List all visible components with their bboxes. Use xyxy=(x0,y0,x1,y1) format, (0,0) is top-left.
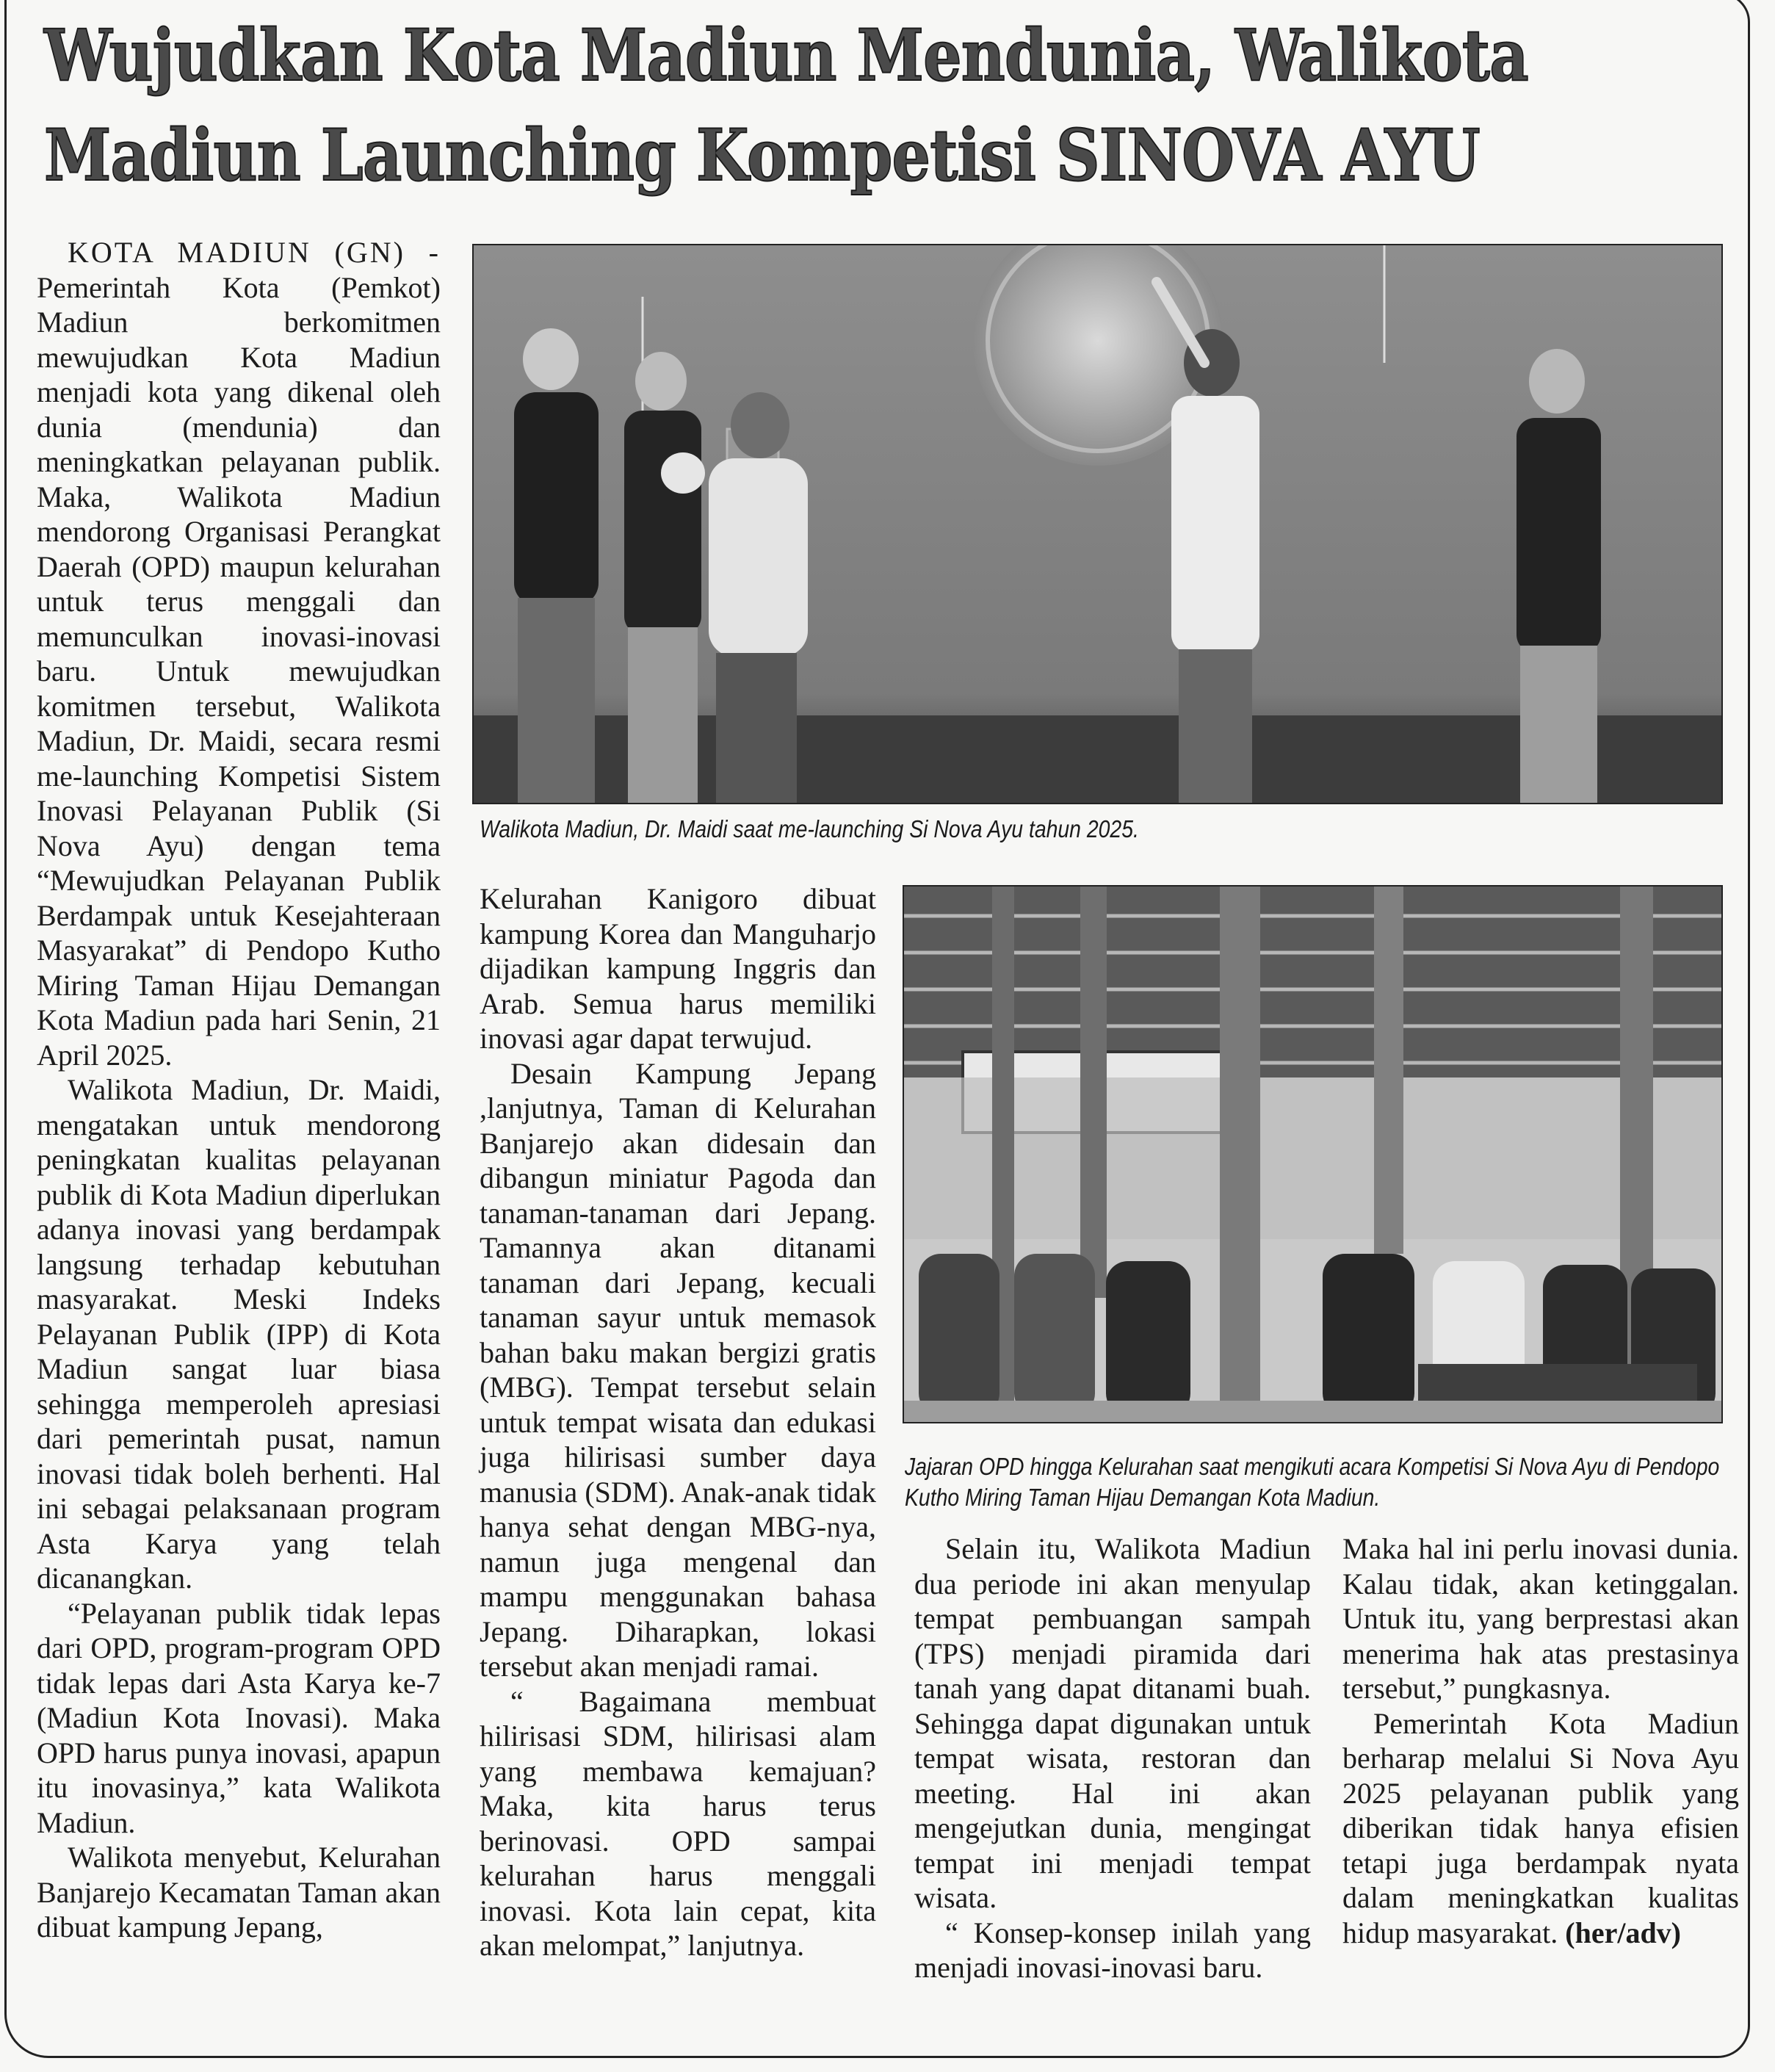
paragraph-5: Kelurahan Kanigoro dibuat kampung Korea dan Manguharjo dijadikan kampung Inggris dan Arab. Semua harus memiliki inovasi agar dapat terwujud. xyxy=(480,882,876,1055)
dateline: KOTA MADIUN (GN) - xyxy=(68,236,441,269)
paragraph-9: “ Konsep-konsep inilah yang menjadi inovasi-inovasi baru. xyxy=(914,1916,1311,1984)
paragraph-3: “Pelayanan publik tidak lepas dari OPD, program-program OPD tidak lepas dari Asta Karya ke-7 (Madiun Kota Inovasi). Maka OPD harus punya inovasi, apapun itu inovasinya,” kata Walikota Madiun. xyxy=(37,1596,441,1839)
headline-line-1: Wujudkan Kota Madiun Mendunia, Walikota xyxy=(44,14,1528,97)
launching-ceremony-image xyxy=(474,245,1723,804)
paragraph-2: Walikota Madiun, Dr. Maidi, mengatakan untuk mendorong peningkatan kualitas pelayanan publik di Kota Madiun diperlukan adanya inovasi yang berdampak langsung terhadap kebutuhan masyarakat. Meski Indeks Pelayanan Publik (IPP) di Kota Madiun sangat luar biasa sehingga memperoleh apresiasi dari pemerintah pusat, namun inovasi tidak boleh berhenti. Hal ini sebagai pelaksanaan program Asta Karya yang telah dicanangkan. xyxy=(37,1073,441,1595)
paragraph-1: Pemerintah Kota (Pemkot) Madiun berkomitmen mewujudkan Kota Madiun menjadi kota yang dikenal oleh dunia (mendunia) dan meningkatkan pelayanan publik. Maka, Walikota Madiun mendorong Organisasi Perangkat Daerah (OPD) maupun kelurahan untuk terus menggali dan memunculkan inovasi-inovasi baru. Untuk mewujudkan komitmen tersebut, Walikota Madiun, Dr. Maidi, secara resmi me-launching Kompetisi Sistem Inovasi Pelayanan Publik (Si Nova Ayu) dengan tema “Mewujudkan Pelayanan Publik Berdampak untuk Kesejahteraan Masyarakat” di Pendopo Kutho Miring Taman Hijau Demangan Kota Madiun pada hari Senin, 21 April 2025. xyxy=(37,270,441,1072)
paragraph-11: Pemerintah Kota Madiun berharap melalui Si Nova Ayu 2025 pelayanan publik yang diberikan tidak hanya efisien tetapi juga berdampak nyata dalam meningkatkan kualitas hidup masyarakat. xyxy=(1342,1706,1739,1949)
headline xyxy=(44,6,1724,206)
audience-pendopo-image xyxy=(904,887,1723,1423)
article-column-3 xyxy=(914,1531,1311,1985)
paragraph-7: “ Bagaimana membuat hilirisasi SDM, hilirisasi alam yang membawa kemajuan? Maka, kita harus terus berinovasi. OPD sampai kelurahan harus menggali inovasi. Kota lain cepat, kita akan melompat,” lanjutnya. xyxy=(480,1684,876,1962)
byline: (her/adv) xyxy=(1565,1916,1682,1949)
headline-line-2: Madiun Launching Kompetisi SINOVA AYU xyxy=(44,114,1480,197)
article-column-1 xyxy=(37,235,441,1945)
paragraph-8: Selain itu, Walikota Madiun dua periode ini akan menyulap tempat pembuangan sampah (TPS) menjadi piramida dari tanah yang dapat ditanami buah. Sehingga dapat digunakan untuk tempat wisata, restoran dan meeting. Hal ini akan mengejutkan dunia, mengingat tempat ini menjadi tempat wisata. xyxy=(914,1532,1311,1914)
article-column-4 xyxy=(1342,1531,1739,1950)
photo-launching-ceremony xyxy=(472,244,1723,804)
photo-caption-1: Walikota Madiun, Dr. Maidi saat me-launching Si Nova Ayu tahun 2025. xyxy=(480,815,1139,842)
paragraph-10: Maka hal ini perlu inovasi dunia. Kalau tidak, akan ketinggalan. Untuk itu, yang berprestasi akan menerima hak atas prestasinya tersebut,” pungkasnya. xyxy=(1342,1532,1739,1705)
photo-audience-pendopo xyxy=(903,885,1723,1423)
article-column-2 xyxy=(480,881,876,1963)
photo-caption-2: Jajaran OPD hingga Kelurahan saat mengikuti acara Kompetisi Si Nova Ayu di Pendopo Kutho Miring Taman Hijau Demangan Kota Madiun. xyxy=(905,1453,1720,1511)
paragraph-4: Walikota menyebut, Kelurahan Banjarejo Kecamatan Taman akan dibuat kampung Jepang, xyxy=(37,1841,441,1943)
paragraph-6: Desain Kampung Jepang ,lanjutnya, Taman di Kelurahan Banjarejo akan didesain dan dibangun miniatur Pagoda dan tanaman-tanaman dari Jepang. Tamannya akan ditanami tanaman dari Jepang, kecuali tanaman sayur untuk memasok bahan baku makan bergizi gratis (MBG). Tempat tersebut selain untuk tempat wisata dan edukasi juga hilirisasi sumber daya manusia (SDM). Anak-anak tidak hanya sehat dengan MBG-nya, namun juga mengenal dan mampu menggunakan bahasa Jepang. Diharapkan, lokasi tersebut akan menjadi ramai. xyxy=(480,1056,876,1683)
